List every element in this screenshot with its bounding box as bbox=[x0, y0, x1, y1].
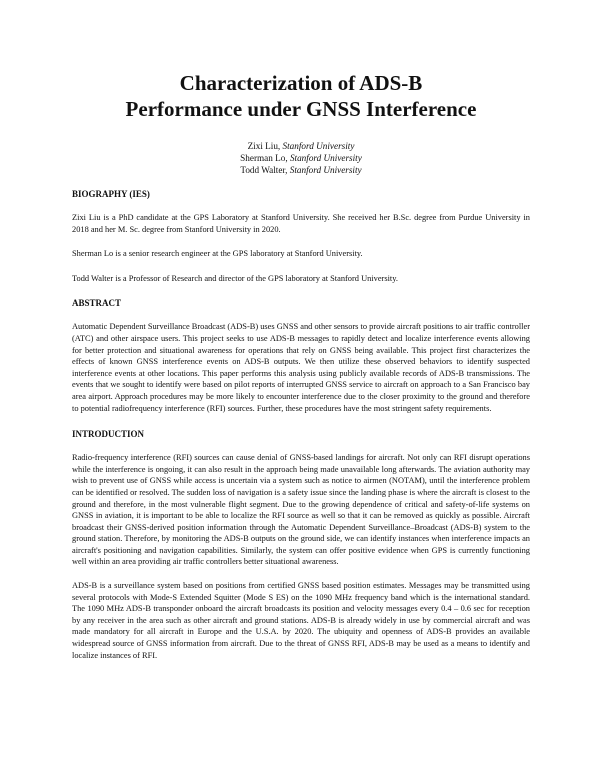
biography-paragraph: Sherman Lo is a senior research engineer at the GPS laboratory at Stanford University. bbox=[72, 249, 363, 259]
introduction-paragraph: Radio-frequency interference (RFI) sources can cause denial of GNSS-based landings for aircraft. Not only can RFI disrupt operations while the interference is ongoing, it can also result in the approach being made unavailable long afterwards. The aviation authority may wish to prevent use of GNSS while access is uncertain via a system such as notice to airmen (NOTAM), until the interference problem can be identified or resolved. The sudden loss of navigation is a safety issue since the landing phase is where the aircraft is closest to the ground and therefore, in the most vulnerable flight segment. Due to the growing dependence of critical and safety-of-life systems on GNSS in aviation, it is important to be able to localize the RFI source as well so that it can be removed as quickly as possible. Aircraft broadcast their GNSS-derived position information through the Automatic Dependent Surveillance–Broadcast (ADS-B) system to the ground station. Therefore, by monitoring the ADS-B outputs on the ground side, we can identify instances when interference impacts an aircraft's positioning and navigation capabilities. Similarly, the system can offer positive evidence when GPS is currently functioning well within an area providing air traffic controllers better situational awareness. bbox=[72, 453, 530, 567]
title-line-1: Characterization of ADS-B bbox=[179, 71, 423, 95]
paper-page bbox=[72, 70, 530, 673]
title-line-2: Performance under GNSS Interference bbox=[125, 97, 477, 121]
author-2 bbox=[72, 152, 530, 164]
biography-paragraph: Todd Walter is a Professor of Research and director of the GPS laboratory at Stanford University. bbox=[72, 273, 398, 283]
introduction-paragraph: ADS-B is a surveillance system based on positions from certified GNSS based position estimates. Messages may be transmitted using several protocols with Mode-S Extended Squitter (Mode S ES) on the 1090 MHz frequency band which is the international standard. The 1090 MHz ADS-B transponder onboard the aircraft broadcasts its position and velocity messages every 0.4 – 0.6 sec for reception by any receiver in the area such as other aircraft and ground stations. ADS-B is already widely in use by commercial aircraft and was made mandatory for all aircraft in Europe and the U.S.A. by 2020. The ubiquity and openness of ADS-B provides an available widespread source of GNSS information from aircraft. Due to the threat of GNSS RFI, ADS-B may be used as a means to identify and localize instances of RFI. bbox=[72, 581, 530, 660]
author-name: Zixi Liu, bbox=[247, 141, 283, 151]
biography-heading: BIOGRAPHY (IES) bbox=[72, 189, 150, 199]
author-name: Todd Walter, bbox=[240, 165, 290, 175]
author-name: Sherman Lo, bbox=[240, 153, 290, 163]
author-list bbox=[72, 140, 530, 176]
author-affiliation: Stanford University bbox=[289, 165, 362, 175]
author-1 bbox=[72, 140, 530, 152]
author-3 bbox=[72, 164, 530, 176]
abstract-heading: ABSTRACT bbox=[72, 298, 122, 309]
author-affiliation: Stanford University bbox=[289, 153, 362, 163]
biography-paragraph: Zixi Liu is a PhD candidate at the GPS Laboratory at Stanford University. She received her B.Sc. degree from Purdue University in 2018 and her M. Sc. degree from Stanford University in 2020. bbox=[72, 213, 530, 234]
author-affiliation: Stanford University bbox=[282, 141, 355, 151]
paper-title bbox=[72, 70, 530, 122]
introduction-heading: INTRODUCTION bbox=[72, 429, 145, 440]
abstract-text: Automatic Dependent Surveillance Broadcast (ADS-B) uses GNSS and other sensors to provide aircraft positions to air traffic controller (ATC) and other airspace users. This project seeks to use ADS-B messages to rapidly detect and localize interference events allowing for better protection and situational awareness for operations that rely on GNSS being available. This project first characterizes the effects of known GNSS interference events on ADS-B outputs. We then utilize these observed behaviors to identify suspected interference events at other locations. This paper performs this analysis using publicly available records of ADS-B transmissions. The events that we sought to identify were based on pilot reports of interrupted GNSS service to aircraft on approach to a San Francisco bay area airport. Approach procedures may be more likely to encounter interference due to the closer proximity to the ground and therefore to potential radiofrequency interference (RFI) sources. Further, these procedures have the most stringent safety requirements. bbox=[72, 322, 530, 413]
